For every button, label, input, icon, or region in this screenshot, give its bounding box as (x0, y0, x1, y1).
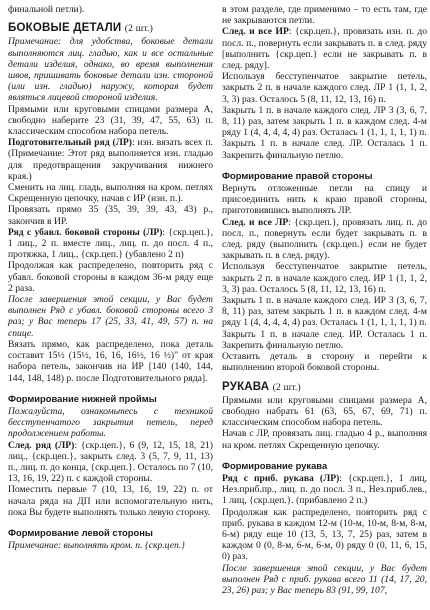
note-paragraph: После завершения этой секции, у Вас будет выполнен Ряд с убавл. боковой стороны всего 3 раз; у Вас теперь 17 (25, 33, 41, 49, 57) п. на спице. (8, 294, 213, 339)
text-paragraph: финальной петли). (8, 4, 85, 15)
instruction-paragraph (8, 137, 213, 182)
section-heading-side-details (8, 23, 213, 34)
text-paragraph: Закрыть 1 п. в начале след. ИР. Осталась 1 п. Закрепить финальную петлю. (222, 328, 427, 351)
row-text: : {скр.цеп.}, провязать изн. п. до посл. п., повернуть если закрывать п. в след. ряду [выполнить {скр.цеп.} если не закрывать п. в след. ряду]. (222, 26, 428, 72)
text-paragraph: Закрыть 1 п. в начале каждого след. ЛР 3 (3, 6, 7, 8, 11) раз, затем закрыть 1 п. в каждом след. 4-м ряду 1 (4, 4, 4, 4, 4) раз. Осталась 1 (1, 1, 1, 1, 1) п. (222, 104, 427, 139)
section-heading-sleeve-shaping: Формирование рукава (222, 459, 328, 471)
text-paragraph: Используя бесступенчатое закрытие петель, закрыть 2 п. в начале каждого след. ИР 1 (1, 1, 2, 3, 3) раз. Осталось 5 (8, 11, 12, 13, 16) п. (222, 261, 427, 295)
row-text: : {скр.цеп.}, провязать лиц. п. до посл. п., повернуть если будет закрывать п. в след. ряду (выполнить {скр.цеп.} если не будет закрывать п. в след. ряду). (222, 216, 427, 262)
text-paragraph: Закрыть 1 п. в начале каждого след. ИР 3 (3, 6, 7, 8, 11) раз, затем закрыть 1 п. в каждом след. 4-м ряду 1 (4, 4, 4, 4, 4) раз. Осталась 1 (1, 1, 1, 1, 1) п. (222, 295, 427, 329)
row-label: След. и все ИР (222, 26, 289, 38)
row-label: Ряд с убавл. боковой стороны (ЛР) (8, 226, 163, 238)
row-label: След. и все ЛР (222, 216, 289, 228)
heading-text: РУКАВА (222, 380, 270, 393)
section-heading-right-side: Формирование правой стороны (222, 169, 373, 181)
section-heading-left-side: Формирование левой стороны (8, 526, 153, 538)
note-paragraph: Пожалуйста, ознакомьтесь с техникой бесступенчатого закрытия петель, перед продолжением работы. (8, 405, 213, 440)
text-paragraph: Вязать прямо, как распределено, пока деталь составит 15½ (15½, 16, 16, 16½, 16 ½)" от края набора петель, закончив на ИР [140 (140, 144, 144, 148, 148) р. после Подготовительного ряда]. (8, 338, 213, 384)
note-paragraph: Примечание: выполнять кром. п. {скр.цеп.} (8, 540, 186, 552)
text-paragraph: Оставить деталь в сторону и перейти к выполнению второй боковой стороны. (222, 351, 427, 374)
text-paragraph: Сменить на лиц. гладь, выполняя на кром. петлях Скрещенную цепочку, начав с ИР (изн. п.). (8, 182, 213, 205)
row-text: : {скр.цеп.}, 1 лиц, Нез.приб.пр., лиц. п. до посл. 3 п., Нез.приб.лев., 1 лиц, {скр.цеп.}. (прибавлено 2 п.) (222, 472, 428, 507)
section-heading-sleeves (222, 382, 427, 393)
text-paragraph: Поместить первые 7 (10, 13, 16, 19, 22) п. от начала ряда на ДП или вспомогательную нить, пока Вы будете выполнять только левую сторону. (8, 484, 213, 518)
instruction-paragraph (8, 227, 213, 261)
instruction-paragraph (8, 440, 213, 485)
note-paragraph: Примечание: для удобства, боковые детали выполняются лиц. гладью, как и все остальные детали изделия, однако, во время выполнения швов, пришивать боковые детали изн. стороной (или изн. гладью) наружу, которая будет являться лицевой стороной изделия. (8, 36, 213, 104)
row-text: : {скр.цеп.}, 1 лиц., 2 п. вместе лиц., лиц. п. до посл. 4 п., протяжка, 1 лиц., {скр.цеп.} (убавлено 2 п) (8, 226, 214, 261)
text-paragraph: Продолжая как распределено, повторить ряд с приб. рукава в каждом 12-м (10-м, 10-м, 8-м, 8-м, 6-м) ряду еще 10 (13, 5, 13, 7, 25) раз, затем в каждом 0 (0, 8-м, 6-м, 6-м, 0) ряду 0 (0, 11, 6, 15, 0) раз. (222, 506, 427, 563)
left-column (8, 4, 213, 551)
heading-count: (2 шт.) (124, 23, 154, 35)
row-label: Ряд с приб. рукава (ЛР) (222, 472, 340, 484)
instruction-paragraph (222, 473, 427, 507)
instruction-paragraph (222, 217, 427, 262)
text-paragraph: Вернуть отложенные петли на спицу и присоединить нить к краю правой стороны, приготовившись выполнять ЛР. (222, 183, 427, 217)
text-paragraph: Начав с ЛР, провязать лиц. гладью 4 р., выполняя на кром. петлях Скрещенную цепочку. (222, 428, 427, 451)
text-paragraph: Закрыть 1 п. в начале след. ЛР. Осталась 1 п. Закрепить финальную петлю. (222, 138, 427, 161)
section-heading-lower-armhole: Формирование нижней проймы (8, 392, 157, 404)
row-text: : изн. вязать всех п. (Примечание: Этот ряд выполняется изн. гладью для предотвращения закручивания нижнего края.) (8, 137, 213, 182)
right-column (222, 4, 427, 596)
text-paragraph: Провязать прямо 35 (35, 39, 39, 43, 43) р., закончив в ИР. (8, 204, 213, 227)
row-text: : {скр.цеп.}, 6 (9, 12, 15, 18, 21) лиц., {скр.цеп.}, закрыть след. 3 (5, 7, 9, 11, 13) п., лиц. п. до конца, {скр.цеп.}. Осталось по 7 (10, 13, 16, 19, 22) п. с каждой стороны. (8, 439, 213, 485)
text-paragraph: в этом разделе, где применимо – то есть там, где не закрываются петли. (222, 4, 427, 27)
text-paragraph: Прямыми или круговыми спицами размера A, свободно наберите 23 (31, 39, 47, 55, 63) п. классическим способом набора петель. (8, 103, 213, 138)
heading-count: (2 шт.) (272, 381, 301, 393)
instruction-paragraph (222, 26, 427, 71)
row-label: Подготовительный ряд (ЛР) (8, 137, 132, 149)
text-paragraph: Прямыми или круговыми спицами размера A, свободно набрать 61 (63, 65, 67, 69, 71) п. классическим способом набора петель. (222, 394, 427, 429)
text-paragraph: Продолжая как распределено, повторить ряд с убавл. боковой стороны в каждом 36-м ряду еще 2 раза. (8, 260, 213, 294)
note-paragraph: После завершения этой секции, у Вас будет выполнен Ряд с приб. рукава всего 11 (14, 17, 20, 23, 26) раз; у Вас теперь 83 (91, 99, 107, (222, 562, 427, 596)
text-paragraph: Используя бесступенчатое закрытие петель, закрыть 2 п. в начале каждого след. ЛР 1 (1, 1, 2, 3, 3) раз. Осталось 5 (8, 11, 12, 13, 16) п. (222, 71, 427, 105)
row-label: След. ряд (ЛР) (8, 439, 75, 451)
heading-text: БОКОВЫЕ ДЕТАЛИ (8, 22, 122, 35)
